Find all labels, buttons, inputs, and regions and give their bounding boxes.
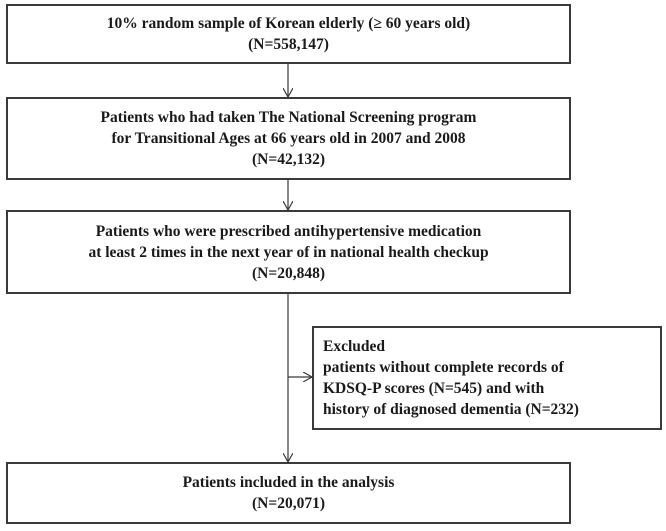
step-4-line-1: Patients included in the analysis: [182, 474, 395, 491]
step-4-box: [6, 462, 571, 524]
step-2-line-3: (N=42,132): [252, 151, 325, 168]
step-3-box: [6, 210, 571, 294]
step-2-line-1: Patients who had taken The National Screening program: [100, 109, 477, 126]
step-3-line-2: at least 2 times in the next year of in national health checkup: [88, 243, 489, 261]
step-2-line-2: for Transitional Ages at 66 years old in 2007 and 2008: [111, 130, 466, 147]
excluded-line-1: patients without complete records of: [323, 359, 564, 376]
excluded-line-3: history of diagnosed dementia (N=232): [323, 401, 579, 418]
step-1-box: [6, 4, 571, 64]
step-1-line-2: (N=558,147): [248, 36, 329, 53]
excluded-box: [312, 326, 662, 430]
step-4-line-2: (N=20,071): [252, 495, 325, 512]
excluded-line-2: KDSQ-P scores (N=545) and with: [323, 380, 545, 397]
step-2-box: [6, 97, 571, 180]
step-1-line-1: 10% random sample of Korean elderly (≥ 60 years old): [106, 15, 471, 32]
step-3-line-1: Patients who were prescribed antihypertensive medication: [95, 222, 482, 240]
excluded-title: Excluded: [323, 338, 386, 355]
step-3-line-3: (N=20,848): [252, 264, 325, 282]
